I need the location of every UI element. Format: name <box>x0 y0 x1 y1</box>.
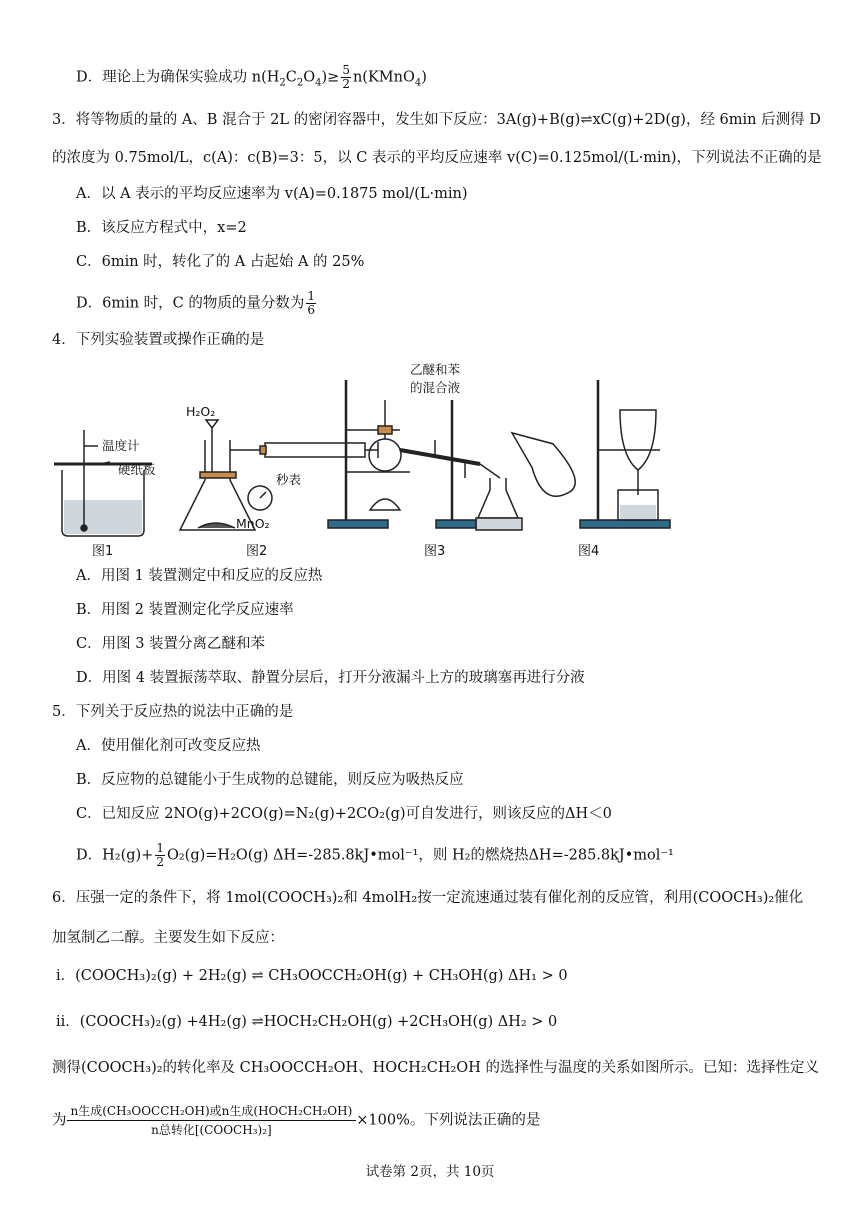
label-mixture-1: 乙醚和苯 <box>410 362 461 377</box>
q4-option-a: A．用图 1 装置测定中和反应的反应热 <box>76 568 323 584</box>
q6-reaction-ii: ⅱ．(COOCH₃)₂(g) +4H₂(g) ⇌HOCH₂CH₂OH(g) +2CH₃OH(g) ΔH₂ > 0 <box>56 1014 558 1030</box>
q3-stem-line1: 3．将等物质的量的 A、B 混合于 2L 的密闭容器中，发生如下反应：3A(g)+B(g)⇌xC(g)+2D(g)，经 6min 后测得 D <box>52 112 821 128</box>
q5-option-a: A．使用催化剂可改变反应热 <box>76 738 261 754</box>
label-mixture-2: 的混合液 <box>410 380 461 395</box>
q6-stem-line1: 6．压强一定的条件下，将 1mol(COOCH₃)₂和 4molH₂按一定流速通过装有催化剂的反应管，利用(COOCH₃)₂催化 <box>52 890 804 906</box>
q5-option-c: C．已知反应 2NO(g)+2CO(g)=N₂(g)+2CO₂(g)可自发进行，则该反应的ΔH＜0 <box>76 806 612 822</box>
q5-option-d: D．H₂(g)+ $\frac{1}{2}$ O₂(g)=H₂O(g) ΔH=-285.8kJ•mol⁻¹，则 H₂的燃烧热ΔH=-285.8kJ•mol⁻¹ <box>76 841 674 869</box>
caption-fig1: 图1 <box>92 544 114 559</box>
fraction: $\frac{1}{6}$ <box>307 289 316 317</box>
label-cardboard: 硬纸板 <box>118 462 156 477</box>
label-mno2: MnO₂ <box>236 516 270 531</box>
q6-definition: 为 $\frac{\text{n生成(CH₃OOCCH₂OH)或n生成(HOCH₂CH₂OH)}}{\text{n总转化[(COOCH₃)₂]}}$ ×100%。下列说法正确的是 <box>52 1104 541 1137</box>
q3-option-b: B．该反应方程式中，x=2 <box>76 220 247 236</box>
q4-stem: 4．下列实验装置或操作正确的是 <box>52 332 265 348</box>
page-footer: 试卷第 2页，共 10页 <box>365 1164 495 1180</box>
q6-stem-line3: 测得(COOCH₃)₂的转化率及 CH₃OOCCH₂OH、HOCH₂CH₂OH 的选择性与温度的关系如图所示。已知：选择性定义 <box>52 1060 819 1076</box>
caption-fig2: 图2 <box>246 544 268 559</box>
q3-option-c: C．6min 时，转化了的 A 占起始 A 的 25% <box>76 254 365 270</box>
q4-option-c: C．用图 3 装置分离乙醚和苯 <box>76 636 266 652</box>
q4-option-b: B．用图 2 装置测定化学反应速率 <box>76 602 294 618</box>
q3-option-d: D．6min 时，C 的物质的量分数为 $\frac{1}{6}$ <box>76 289 316 317</box>
q3-stem-line2: 的浓度为 0.75mol/L，c(A)：c(B)=3：5，以 C 表示的平均反应速率 v(C)=0.125mol/(L·min)，下列说法不正确的是 <box>52 150 822 166</box>
label-stopwatch: 秒表 <box>276 472 302 487</box>
fraction: $\frac{5}{2}$ <box>342 63 350 91</box>
label-h2o2: H₂O₂ <box>186 404 216 419</box>
q2-option-d: D．理论上为确保实验成功 $n(H_2C_2O_4)\ge$ $\frac{5}{2}$ n(KMnO$_4$) <box>76 63 427 91</box>
caption-fig4: 图4 <box>578 544 600 559</box>
q6-stem-line2: 加氢制乙二醇。主要发生如下反应： <box>52 930 284 946</box>
q6-reaction-i: ⅰ．(COOCH₃)₂(g) + 2H₂(g) ⇌ CH₃OOCCH₂OH(g) + CH₃OH(g) ΔH₁ > 0 <box>56 968 568 984</box>
q5-option-b: B．反应物的总键能小于生成物的总键能，则反应为吸热反应 <box>76 772 464 788</box>
q3-option-a: A．以 A 表示的平均反应速率为 v(A)=0.1875 mol/(L·min) <box>76 186 468 202</box>
fraction: $\frac{1}{2}$ <box>156 841 164 869</box>
caption-fig3: 图3 <box>424 544 446 559</box>
q5-stem: 5．下列关于反应热的说法中正确的是 <box>52 704 294 720</box>
selectivity-fraction: $\frac{\text{n生成(CH₃OOCCH₂OH)或n生成(HOCH₂CH₂OH)}}{\text{n总转化[(COOCH₃)₂]}}$ <box>67 1102 357 1139</box>
label-thermometer: 温度计 <box>102 438 140 453</box>
q4-option-d: D．用图 4 装置振荡萃取、静置分层后，打开分液漏斗上方的玻璃塞再进行分液 <box>76 670 585 686</box>
